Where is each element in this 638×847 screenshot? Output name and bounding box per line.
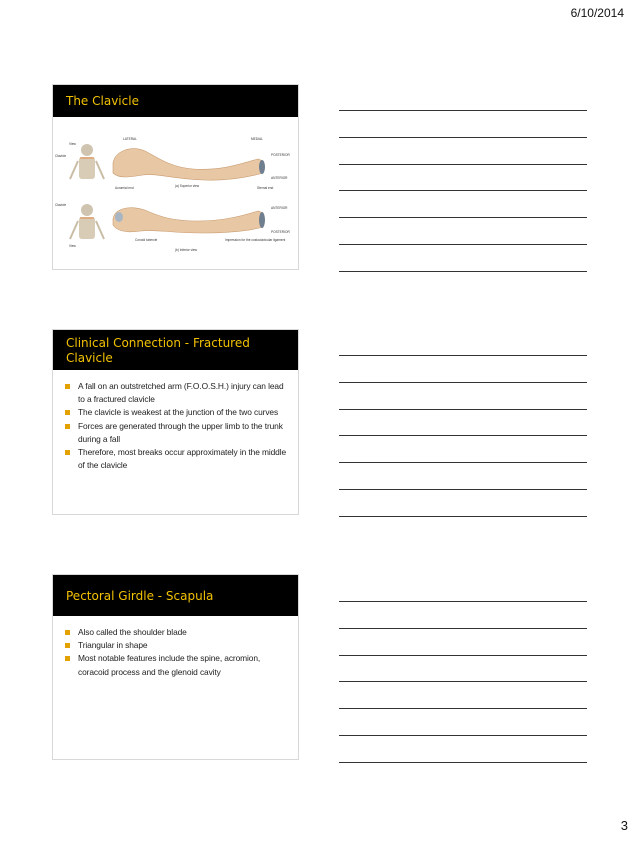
note-line [339,601,587,602]
note-line [339,735,587,736]
bullet-list [53,626,298,679]
label-view-2: View [69,244,76,248]
note-line [339,355,587,356]
note-line [339,435,587,436]
note-line [339,271,587,272]
label-posterior-1: POSTERIOR [271,153,290,157]
label-clavicle-1: Clavicle [55,154,67,158]
slide-scapula [52,574,299,760]
page-date: 6/10/2014 [570,6,624,20]
note-line [339,217,587,218]
bullet-icon [65,384,70,389]
note-line [339,628,587,629]
slide-clavicle [52,84,299,270]
bullet-icon [65,656,70,661]
clavicle-superior-bone [113,149,263,181]
note-line [339,409,587,410]
notes-lines-3 [339,601,587,789]
bullet-item: Also called the shoulder blade [65,626,290,639]
label-lateral: LATERAL [123,137,137,141]
note-line [339,708,587,709]
slide-title: The Clavicle [53,85,298,117]
label-anterior-1: ANTERIOR [271,176,288,180]
bullet-icon [65,450,70,455]
notes-lines-1 [339,110,587,298]
note-line [339,655,587,656]
label-anterior-2: ANTERIOR [271,206,288,210]
label-superior-view: (a) Superior view [175,184,200,188]
label-view-1: View [69,142,76,146]
note-line [339,110,587,111]
bullet-icon [65,424,70,429]
note-line [339,382,587,383]
note-line [339,137,587,138]
clavicle-figure [53,133,300,271]
bullet-item: Forces are generated through the upper limb to the trunk during a fall [65,420,290,446]
clavicle-inferior-bone [113,208,263,233]
bullet-icon [65,643,70,648]
slide-title: Pectoral Girdle - Scapula [53,575,298,616]
label-conoid-tubercle: Conoid tubercle [135,238,158,242]
bullet-item: The clavicle is weakest at the junction of the two curves [65,406,290,419]
note-line [339,489,587,490]
page-number: 3 [620,818,628,833]
skeleton-thumbnail-bottom [70,204,104,239]
label-posterior-2: POSTERIOR [271,230,290,234]
label-medial: MEDIAL [251,137,263,141]
note-line [339,164,587,165]
bullet-list [53,380,298,472]
slide-fractured-clavicle [52,329,299,515]
bullet-item: A fall on an outstretched arm (F.O.O.S.H.) injury can lead to a fractured clavicle [65,380,290,406]
label-impression: Impression for the costoclavicular ligament [225,238,286,242]
bullet-item: Triangular in shape [65,639,290,652]
note-line [339,190,587,191]
bullet-item: Most notable features include the spine, acromion, coracoid process and the glenoid cavity [65,652,290,678]
label-acromial-end: Acromial end [115,186,134,190]
note-line [339,681,587,682]
label-sternal-end: Sternal end [257,186,274,190]
label-clavicle-2: Clavicle [55,203,67,207]
note-line [339,462,587,463]
bullet-item: Therefore, most breaks occur approximately in the middle of the clavicle [65,446,290,472]
bullet-icon [65,410,70,415]
slide-title: Clinical Connection - Fractured Clavicle [53,330,298,370]
label-inferior-view: (b) Inferior view [175,248,197,252]
note-line [339,244,587,245]
notes-lines-2 [339,355,587,543]
note-line [339,762,587,763]
skeleton-thumbnail-top [70,144,104,179]
note-line [339,516,587,517]
bullet-icon [65,630,70,635]
